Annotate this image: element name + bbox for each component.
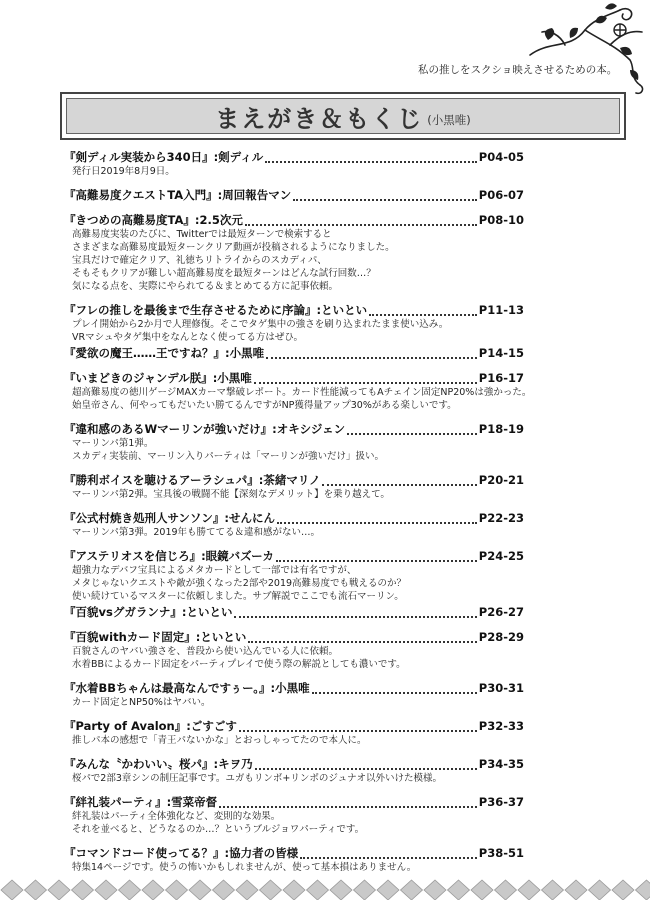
diamond-border xyxy=(0,878,650,900)
page-title-author: (小黒唯) xyxy=(427,113,471,127)
toc-title: 『Party of Avalon』:ごすごす xyxy=(64,719,237,733)
toc-title: 『違和感のあるWマーリンが強いだけ』:オキシジェン xyxy=(64,422,346,436)
toc-line xyxy=(64,511,524,526)
toc-leader-dots xyxy=(322,475,476,486)
toc-leader-dots xyxy=(276,551,477,562)
toc-title: 『いまどきのジャンデル朕』:小黒唯 xyxy=(64,371,252,385)
toc-line xyxy=(64,371,524,386)
toc-description: それを並べると、どうなるのか…？というブルジョワパーティです。 xyxy=(72,824,365,835)
toc-title: 『フレの推しを最後まで生存させるために序論』:といとい xyxy=(64,303,368,317)
toc-description: マーリンパ第1弾。 xyxy=(72,438,154,449)
toc-title: 『勝利ボイスを聴けるアーラシュパ』:茶緒マリノ xyxy=(64,473,321,487)
toc-title: 『アステリオスを信じろ』:眼鏡バズーカ xyxy=(64,549,274,563)
diamond-shape xyxy=(166,880,188,900)
toc-leader-dots xyxy=(239,721,477,732)
toc-line xyxy=(64,846,524,861)
toc-description: カード固定とNP50%はヤバい。 xyxy=(72,697,211,708)
toc-line xyxy=(64,549,524,564)
diamond-shape xyxy=(448,880,470,900)
diamond-shape xyxy=(354,880,376,900)
toc-description: VRマシュやタゲ集中をなんとなく使ってる方はぜひ。 xyxy=(72,332,304,343)
toc-page-range: P08-10 xyxy=(478,213,524,227)
toc-entry xyxy=(64,681,524,709)
toc-title: 『剣ディル実装から340日』:剣ディル xyxy=(64,150,264,164)
diamond-shape xyxy=(260,880,282,900)
toc-description: 超高難易度の徳川ゲージMAXカーマ撃破レポート。カード性能減ってもAチェイン固定NP20%は強かった。 xyxy=(72,387,532,398)
toc-title: 『百貌vsグガランナ』:といとい xyxy=(64,605,233,619)
toc-page-range: P34-35 xyxy=(478,757,524,771)
toc-description: 絆礼装はパーティ全体強化など、変則的な効果。 xyxy=(72,811,281,822)
diamond-shape xyxy=(612,880,634,900)
diamond-shape xyxy=(95,880,117,900)
table-of-contents xyxy=(64,150,532,874)
diamond-shape xyxy=(401,880,423,900)
diamond-shape xyxy=(377,880,399,900)
toc-leader-dots xyxy=(266,348,477,359)
diamond-shape xyxy=(236,880,258,900)
toc-entry xyxy=(64,213,524,293)
toc-description: さまざまな高難易度最短ターンクリア動画が投稿されるようになりました。 xyxy=(72,242,395,253)
toc-description: 始皇帝さん、何やってもだいたい勝てるんですがNP獲得量アップ30%がある楽しいです。 xyxy=(72,400,457,411)
toc-line xyxy=(64,303,524,318)
toc-leader-dots xyxy=(255,759,477,770)
diamond-shape xyxy=(471,880,493,900)
toc-line xyxy=(64,346,524,361)
diamond-shape xyxy=(48,880,70,900)
toc-entry xyxy=(64,757,524,785)
toc-description: 発行日2019年8月9日。 xyxy=(72,166,175,177)
toc-leader-dots xyxy=(293,190,477,201)
toc-leader-dots xyxy=(234,607,476,618)
toc-entry xyxy=(64,719,524,747)
toc-description: 百貌さんのヤバい強さを、普段から使い込んでいる人に依頼。 xyxy=(72,646,339,657)
toc-description: 特集14ページです。使うの怖いかもしれませんが、使って基本損はありません。 xyxy=(72,862,417,873)
toc-entry xyxy=(64,473,524,501)
diamond-shape xyxy=(189,880,211,900)
diamond-shape xyxy=(142,880,164,900)
toc-entry xyxy=(64,188,524,203)
toc-page-range: P28-29 xyxy=(478,630,524,644)
page-title: まえがき＆もくじ xyxy=(215,104,424,133)
toc-description: スカディ実装前、マーリン入りパーティは「マーリンが強いだけ」扱い。 xyxy=(72,451,384,462)
toc-title: 『百貌withカード固定』:といとい xyxy=(64,630,247,644)
toc-leader-dots xyxy=(312,683,477,694)
diamond-shape xyxy=(589,880,611,900)
toc-line xyxy=(64,188,524,203)
toc-line xyxy=(64,150,524,165)
toc-page-range: P38-51 xyxy=(478,846,524,860)
toc-description: 高難易度実装のたびに、Twitterでは最短ターンで検索すると xyxy=(72,229,332,240)
toc-leader-dots xyxy=(219,797,477,808)
toc-line xyxy=(64,605,524,620)
toc-description: マーリンパ第3弾。2019年も勝ててる＆違和感がない…。 xyxy=(72,527,321,538)
toc-line xyxy=(64,757,524,772)
diamond-shape xyxy=(25,880,47,900)
toc-leader-dots xyxy=(277,513,477,524)
toc-description: 推しパ本の感想で「青王パないかな」とおっしゃってたので本人に。 xyxy=(72,735,367,746)
toc-entry xyxy=(64,846,524,874)
toc-page-range: P14-15 xyxy=(478,346,524,360)
toc-leader-dots xyxy=(265,152,477,163)
toc-title: 『コマンドコード使ってる？』:協力者の皆様 xyxy=(64,846,299,860)
toc-entry xyxy=(64,795,524,836)
diamond-shape xyxy=(542,880,564,900)
toc-title: 『きつめの高難易度TA』:2.5次元 xyxy=(64,213,243,227)
diamond-shape xyxy=(424,880,446,900)
toc-title: 『愛欲の魔王……王ですね？』:小黒唯 xyxy=(64,346,265,360)
toc-entry xyxy=(64,549,524,603)
toc-leader-dots xyxy=(245,215,477,226)
diamond-shape xyxy=(636,880,650,900)
toc-page-range: P11-13 xyxy=(478,303,524,317)
toc-page-range: P20-21 xyxy=(478,473,524,487)
toc-entry xyxy=(64,511,524,539)
toc-description: そもそもクリアが難しい超高難易度を最短ターンはどんな試行回数…？ xyxy=(72,268,376,279)
toc-entry xyxy=(64,630,524,671)
diamond-shape xyxy=(330,880,352,900)
toc-page-range: P26-27 xyxy=(478,605,524,619)
toc-page-range: P18-19 xyxy=(478,422,524,436)
toc-line xyxy=(64,719,524,734)
toc-entry xyxy=(64,371,532,412)
diamond-shape xyxy=(565,880,587,900)
toc-page-range: P30-31 xyxy=(478,681,524,695)
section-title-box xyxy=(60,92,626,140)
toc-entry xyxy=(64,303,524,344)
toc-leader-dots xyxy=(254,373,477,384)
toc-line xyxy=(64,213,524,228)
toc-page-range: P32-33 xyxy=(478,719,524,733)
toc-entry xyxy=(64,422,524,463)
toc-description: 気になる点を、実際にやられてる＆まとめてる方に記事依頼。 xyxy=(72,281,339,292)
diamond-shape xyxy=(518,880,540,900)
toc-description: マーリンパ第2弾。宝具後の戦闘不能【深刻なデメリット】を乗り越えて。 xyxy=(72,489,390,500)
toc-title: 『高難易度クエストTA入門』:周回報告マン xyxy=(64,188,292,202)
toc-entry xyxy=(64,346,524,361)
book-tagline: 私の推しをスクショ映えさせるための本。 xyxy=(418,64,618,76)
toc-title: 『絆礼装パーティ』:雪菜帝督 xyxy=(64,795,218,809)
toc-entry xyxy=(64,605,524,620)
toc-leader-dots xyxy=(347,424,477,435)
toc-line xyxy=(64,422,524,437)
toc-description: メタじゃないクエストや敵が強くなった2部や2019高難易度でも戦えるのか？ xyxy=(72,578,407,589)
toc-line xyxy=(64,473,524,488)
toc-line xyxy=(64,630,524,645)
diamond-shape xyxy=(119,880,141,900)
diamond-shape xyxy=(307,880,329,900)
toc-page-range: P06-07 xyxy=(478,188,524,202)
toc-page-range: P16-17 xyxy=(478,371,524,385)
toc-line xyxy=(64,681,524,696)
toc-leader-dots xyxy=(300,848,477,859)
toc-page-range: P04-05 xyxy=(478,150,524,164)
diamond-shape xyxy=(1,880,23,900)
toc-entry xyxy=(64,150,524,178)
toc-description: 超強力なデバフ宝具によるメタカードとして一部では有名ですが、 xyxy=(72,565,357,576)
toc-description: 使い続けているマスターに依頼しました。サブ解説でここでも流石マーリン。 xyxy=(72,591,404,602)
toc-title: 『水着BBちゃんは最高なんですぅー。』:小黒唯 xyxy=(64,681,310,695)
toc-leader-dots xyxy=(369,305,477,316)
toc-description: 桜パで2部3章シンの制圧記事です。ユガもリンボ+リンボのジュナオ以外いけた模様。 xyxy=(72,773,442,784)
diamond-shape xyxy=(72,880,94,900)
toc-page-range: P36-37 xyxy=(478,795,524,809)
toc-page-range: P24-25 xyxy=(478,549,524,563)
toc-description: 宝具だけで確定クリア、礼徳ちリトライからのスカディパ、 xyxy=(72,255,327,266)
diamond-shape xyxy=(495,880,517,900)
toc-page-range: P22-23 xyxy=(478,511,524,525)
diamond-shape xyxy=(213,880,235,900)
toc-description: 水着BBによるカード固定をパーティプレイで使う際の解説としても濃いです。 xyxy=(72,659,406,670)
toc-line xyxy=(64,795,524,810)
toc-title: 『みんな〝かわいい〟桜パ』:キヲ乃 xyxy=(64,757,253,771)
toc-leader-dots xyxy=(248,632,476,643)
diamond-shape xyxy=(283,880,305,900)
vine-ornament xyxy=(470,0,650,100)
toc-title: 『公式村焼き処刑人サンソン』:せんにん xyxy=(64,511,276,525)
toc-description: プレイ開始から2か月で人理修復。そこでタゲ集中の強さを刷り込まれたまま使い込み。 xyxy=(72,319,449,330)
